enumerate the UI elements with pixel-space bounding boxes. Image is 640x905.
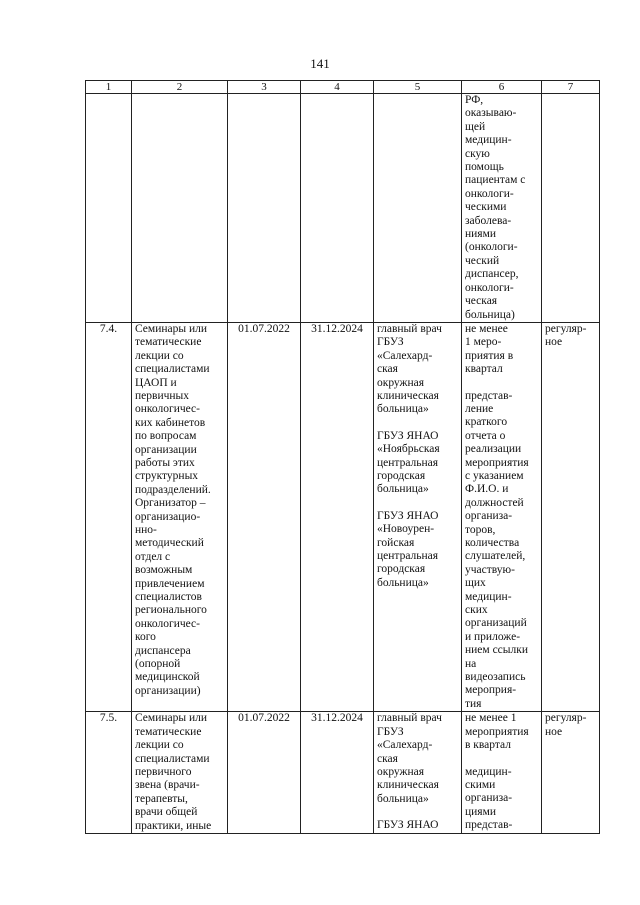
indicator-text: не менее 1 меро- приятия в квартал: [465, 322, 514, 376]
row-number-cell: 7.5.: [86, 712, 132, 834]
responsible-cell: [374, 712, 462, 834]
responsible-text: ГБУЗ ЯНАО: [377, 819, 439, 832]
responsible-cell: [374, 322, 462, 711]
periodicity-cell: [542, 94, 600, 323]
periodicity-cell: регуляр- ное: [542, 712, 600, 834]
indicator-cell: [462, 94, 542, 323]
header-cell: 5: [374, 81, 462, 94]
header-cell: 3: [228, 81, 301, 94]
indicator-text: РФ, оказываю- щей медицин- скую помощь пациентам с онкологи- ческими заболева- ниями (онкологи- ческий диспансер, онкологи- ческая больница): [465, 94, 526, 321]
table-header-row: [86, 81, 600, 94]
row-number-cell: [86, 94, 132, 323]
periodicity-cell: регуляр- ное: [542, 322, 600, 711]
header-cell: 4: [301, 81, 374, 94]
header-cell: 2: [132, 81, 228, 94]
responsible-cell: [374, 94, 462, 323]
end-date-cell: 31.12.2024: [301, 712, 374, 834]
header-cell: 6: [462, 81, 542, 94]
table-row: [86, 94, 600, 323]
page-number: 141: [310, 56, 330, 71]
event-name-cell: Семинары или тематические лекции со специалистами ЦАОП и первичных онкологичес- ких кабинетов по вопросам организации работы этих структурных подразделений. Организатор – организацио- нно- методический отдел с возможным привлечением специалистов регионального онкологичес- кого диспансера (опорной медицинской организации): [132, 322, 228, 711]
indicator-cell: [462, 712, 542, 834]
end-date-cell: [301, 94, 374, 323]
end-date-cell: 31.12.2024: [301, 322, 374, 711]
responsible-text: ГБУЗ ЯНАО «Новоурен- гойская центральная городская больница»: [377, 509, 439, 589]
start-date-cell: 01.07.2022: [228, 712, 301, 834]
responsible-text: ГБУЗ ЯНАО «Ноябрьская центральная городская больница»: [377, 429, 440, 496]
indicator-text: представ- ление краткого отчета о реализации мероприятия с указанием Ф.И.О. и должностей организа- торов, количества слушателей, участвую- щих медицин- ских организаций и приложе- нием ссылки на видеозапись мероприя- тия: [465, 389, 529, 710]
start-date-cell: [228, 94, 301, 323]
header-cell: 1: [86, 81, 132, 94]
event-name-cell: Семинары или тематические лекции со специалистами первичного звена (врачи- терапевты, врачи общей практики, иные: [132, 712, 228, 834]
event-name-cell: [132, 94, 228, 323]
header-cell: 7: [542, 81, 600, 94]
plan-table: [85, 80, 600, 834]
responsible-text: главный врач ГБУЗ «Салехард- ская окружная клиническая больница»: [377, 712, 442, 805]
row-number-cell: 7.4.: [86, 322, 132, 711]
responsible-text: главный врач ГБУЗ «Салехард- ская окружная клиническая больница»: [377, 322, 442, 416]
table-row: [86, 322, 600, 711]
indicator-text: медицин- скими организа- циями представ-: [465, 765, 513, 832]
indicator-cell: [462, 322, 542, 711]
table-row: [86, 712, 600, 834]
indicator-text: не менее 1 мероприятия в квартал: [465, 712, 529, 752]
start-date-cell: 01.07.2022: [228, 322, 301, 711]
